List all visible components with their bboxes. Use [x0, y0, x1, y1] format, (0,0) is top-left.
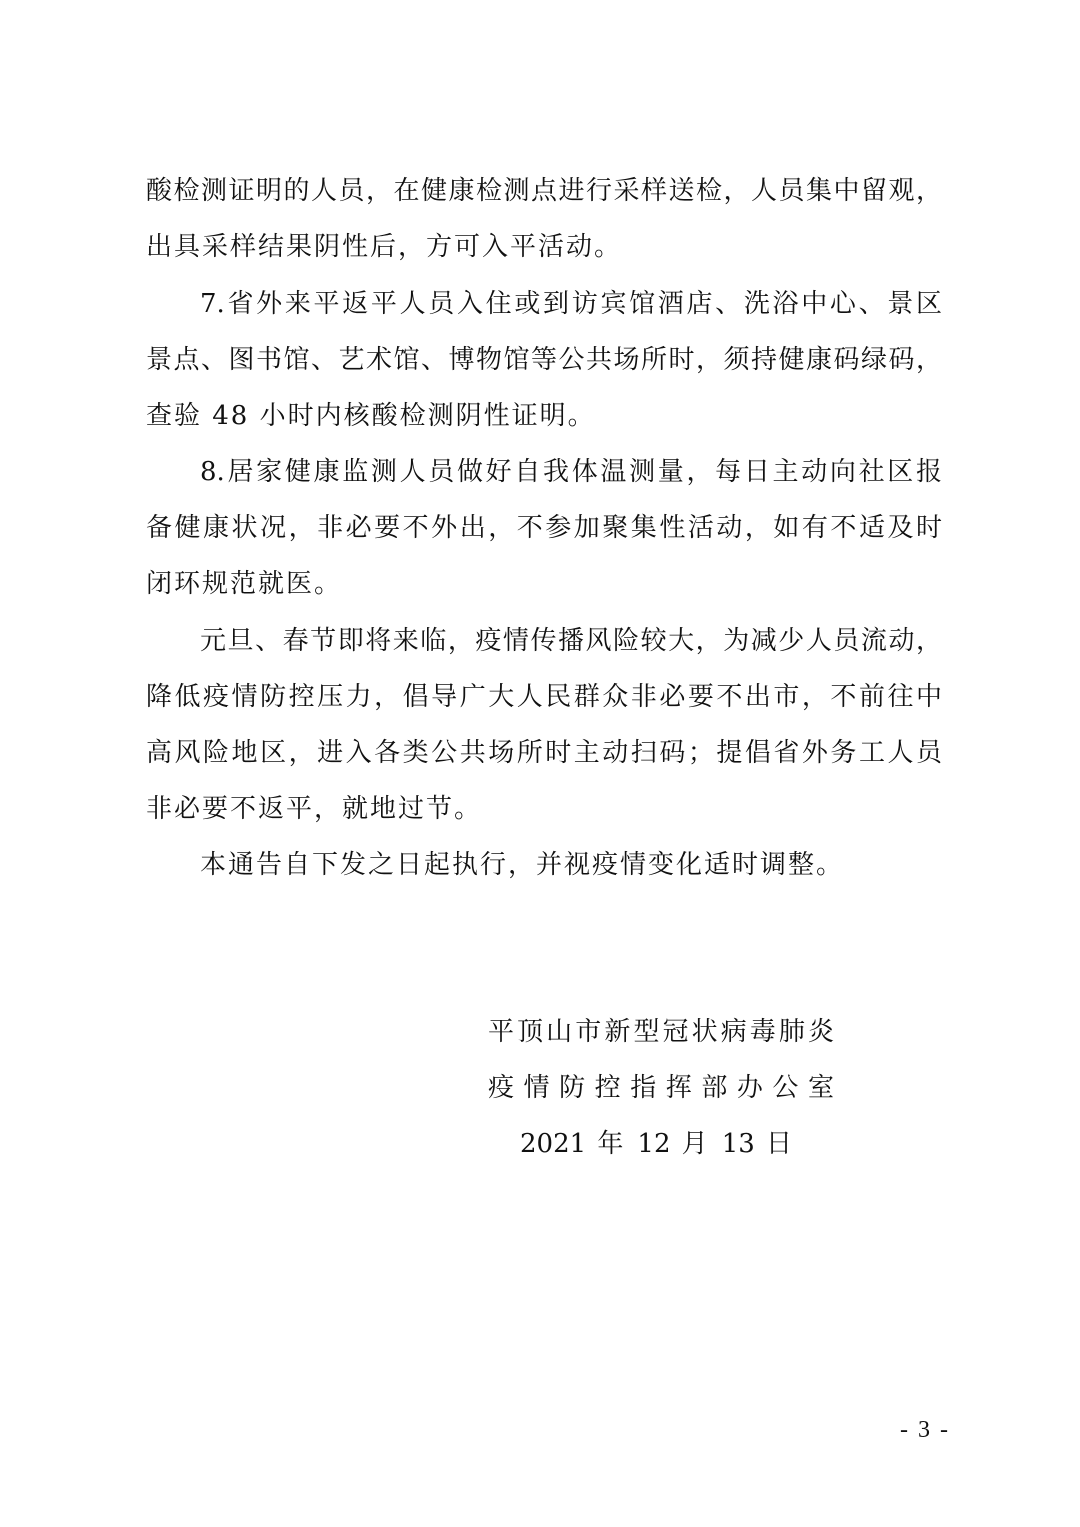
paragraph-1-line-1: 酸检测证明的人员，在健康检测点进行采样送检，人员集中留观，: [146, 176, 942, 206]
signature-org-line-2: 疫情防控指挥部办公室: [488, 1073, 834, 1103]
paragraph-3-line-3: 闭环规范就医。: [146, 569, 343, 599]
paragraph-2-line-1: 7.省外来平返平人员入住或到访宾馆酒店、洗浴中心、景区: [200, 289, 942, 319]
paragraph-3-line-1: 8.居家健康监测人员做好自我体温测量，每日主动向社区报: [200, 457, 942, 487]
paragraph-3-line-2: 备健康状况，非必要不外出，不参加聚集性活动，如有不适及时: [146, 513, 942, 543]
paragraph-4-line-4: 非必要不返平，就地过节。: [146, 794, 483, 824]
signature-date: 2021 年 12 月 13 日: [520, 1129, 792, 1159]
paragraph-4-line-1: 元旦、春节即将来临，疫情传播风险较大，为减少人员流动，: [200, 626, 942, 656]
paragraph-5-line-1: 本通告自下发之日起执行，并视疫情变化适时调整。: [200, 850, 845, 880]
paragraph-2-line-3: 查验 48 小时内核酸检测阴性证明。: [146, 401, 596, 431]
paragraph-4-line-3: 高风险地区，进入各类公共场所时主动扫码；提倡省外务工人员: [146, 738, 942, 768]
paragraph-4-line-2: 降低疫情防控压力，倡导广大人民群众非必要不出市，不前往中: [146, 682, 942, 712]
paragraph-2-line-2: 景点、图书馆、艺术馆、博物馆等公共场所时，须持健康码绿码，: [146, 345, 942, 375]
signature-org-line-1: 平顶山市新型冠状病毒肺炎: [488, 1017, 834, 1047]
paragraph-1-line-2: 出具采样结果阴性后，方可入平活动。: [146, 232, 623, 262]
page-number: - 3 -: [900, 1417, 950, 1443]
